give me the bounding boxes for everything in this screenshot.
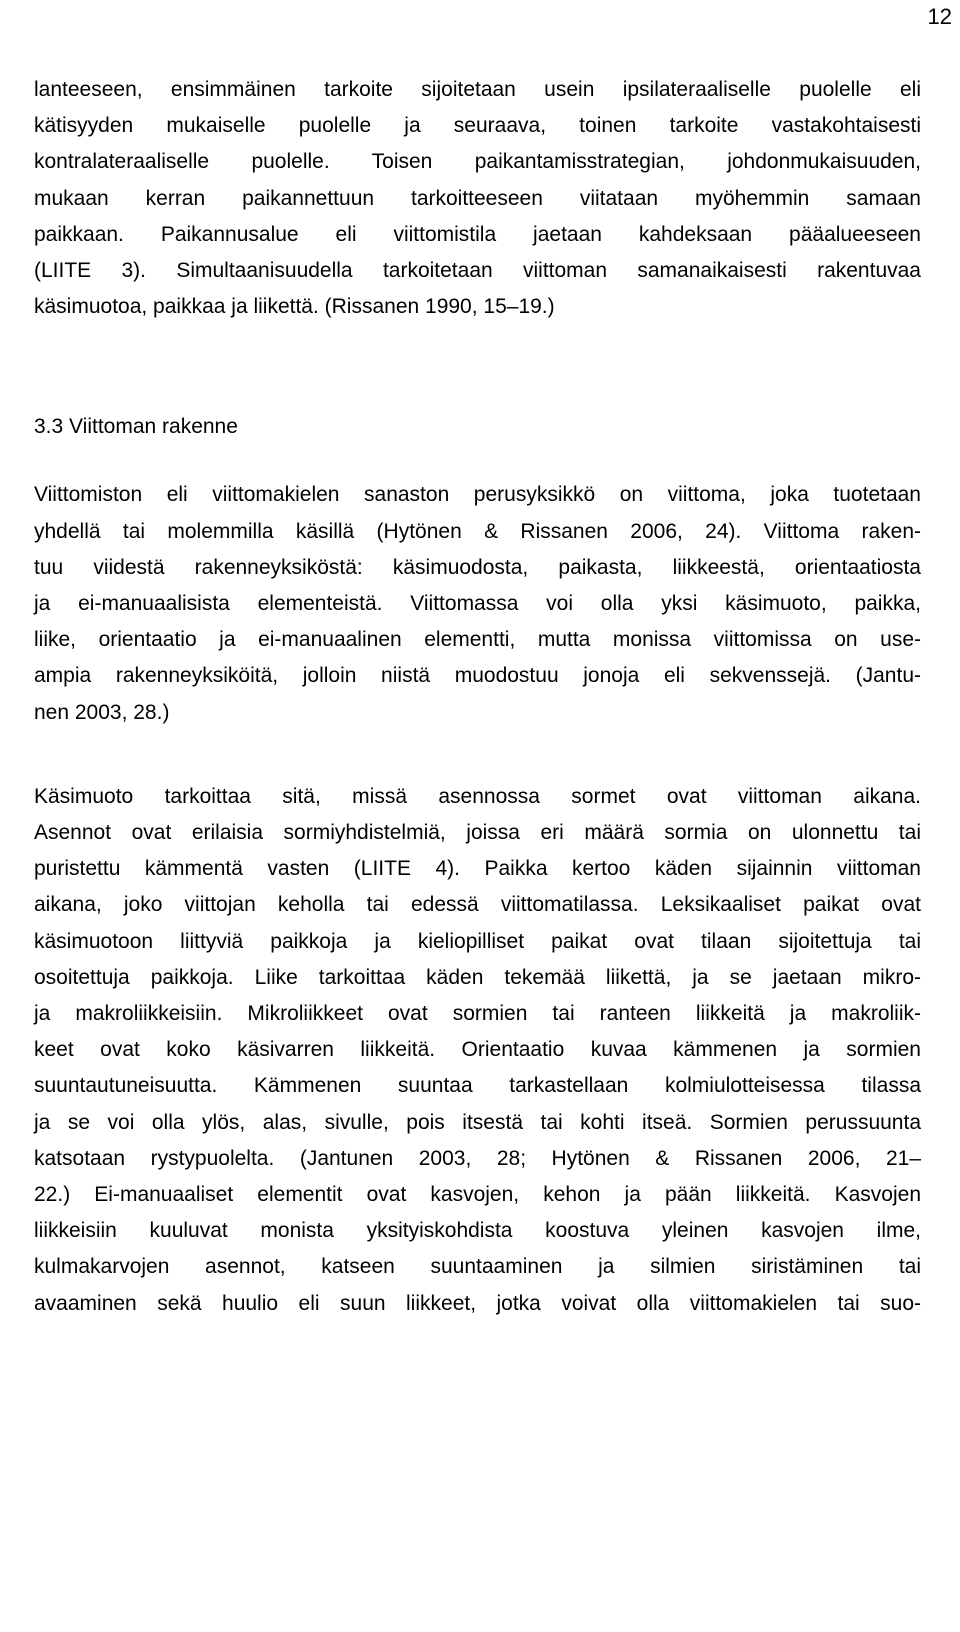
- text-line: ja makroliikkeisiin. Mikroliikkeet ovat sormien tai ranteen liikkeitä ja makroliik-: [34, 1002, 921, 1026]
- text-line: kontralateraaliselle puolelle. Toisen paikantamisstrategian, johdonmukaisuuden,: [34, 150, 921, 174]
- text-line: keet ovat koko käsivarren liikkeitä. Orientaatio kuvaa kämmenen ja sormien: [34, 1038, 921, 1062]
- text-line: paikkaan. Paikannusalue eli viittomistila jaetaan kahdeksaan pääalueeseen: [34, 222, 921, 246]
- text-line: käsimuotoa, paikkaa ja liikettä. (Rissanen 1990, 15–19.): [34, 295, 555, 319]
- text-line: tuu viidestä rakenneyksiköstä: käsimuodosta, paikasta, liikkeestä, orientaatiosta: [34, 555, 921, 579]
- text-line: Asennot ovat erilaisia sormiyhdistelmiä, joissa eri määrä sormia on ulonnettu tai: [34, 821, 921, 845]
- text-line: nen 2003, 28.): [34, 700, 170, 724]
- text-line: lanteeseen, ensimmäinen tarkoite sijoitetaan usein ipsilateraaliselle puolelle eli: [34, 78, 921, 101]
- text-line: liike, orientaatio ja ei-manuaalinen elementti, mutta monissa viittomissa on use-: [34, 628, 921, 652]
- text-line: Viittomiston eli viittomakielen sanaston perusyksikkö on viittoma, joka tuotetaan: [34, 483, 921, 507]
- text-line: kulmakarvojen asennot, katseen suuntaaminen ja silmien siristäminen tai: [34, 1255, 921, 1279]
- text-line: yhdellä tai molemmilla käsillä (Hytönen & Rissanen 2006, 24). Viittoma raken-: [34, 519, 921, 543]
- text-line: liikkeisiin kuuluvat monista yksityiskohdista koostuva yleinen kasvojen ilme,: [34, 1219, 921, 1243]
- text-line: katsotaan rystypuolelta. (Jantunen 2003, 28; Hytönen & Rissanen 2006, 21–: [34, 1146, 921, 1170]
- text-line: avaaminen sekä huulio eli suun liikkeet, jotka voivat olla viittomakielen tai suo-: [34, 1291, 921, 1315]
- text-line: ampia rakenneyksiköitä, jolloin niistä muodostuu jonoja eli sekvenssejä. (Jantu-: [34, 664, 921, 688]
- text-line: suuntautuneisuutta. Kämmenen suuntaa tarkastellaan kolmiulotteisessa tilassa: [34, 1074, 921, 1098]
- paragraph-2: [34, 477, 921, 730]
- text-line: Käsimuoto tarkoittaa sitä, missä asennossa sormet ovat viittoman aikana.: [34, 784, 921, 808]
- text-line: aikana, joko viittojan keholla tai edessä viittomatilassa. Leksikaaliset paikat ovat: [34, 893, 921, 917]
- text-line: kätisyyden mukaiselle puolelle ja seuraava, toinen tarkoite vastakohtaisesti: [34, 114, 921, 138]
- text-line: ja se voi olla ylös, alas, sivulle, pois itsestä tai kohti itseä. Sormien perussuunta: [34, 1110, 921, 1134]
- text-line: osoitettuja paikkoja. Liike tarkoittaa käden tekemää liikettä, ja se jaetaan mikro-: [34, 965, 921, 989]
- text-line: käsimuotoon liittyviä paikkoja ja kieliopilliset paikat ovat tilaan sijoitettuja tai: [34, 929, 921, 953]
- page-number: 12: [927, 4, 952, 29]
- text-line: (LIITE 3). Simultaanisuudella tarkoitetaan viittoman samanaikaisesti rakentuvaa: [34, 259, 921, 283]
- document-body: [34, 72, 921, 1322]
- paragraph-1: [34, 72, 921, 325]
- text-line: ja ei-manuaalisista elementeistä. Viittomassa voi olla yksi käsimuoto, paikka,: [34, 592, 921, 616]
- section-heading: 3.3 Viittoman rakenne: [34, 415, 238, 439]
- text-line: 22.) Ei-manuaaliset elementit ovat kasvojen, kehon ja pään liikkeitä. Kasvojen: [34, 1183, 921, 1207]
- paragraph-3: [34, 779, 921, 1322]
- text-line: mukaan kerran paikannettuun tarkoitteeseen viitataan myöhemmin samaan: [34, 186, 921, 210]
- text-line: puristettu kämmentä vasten (LIITE 4). Paikka kertoo käden sijainnin viittoman: [34, 857, 921, 881]
